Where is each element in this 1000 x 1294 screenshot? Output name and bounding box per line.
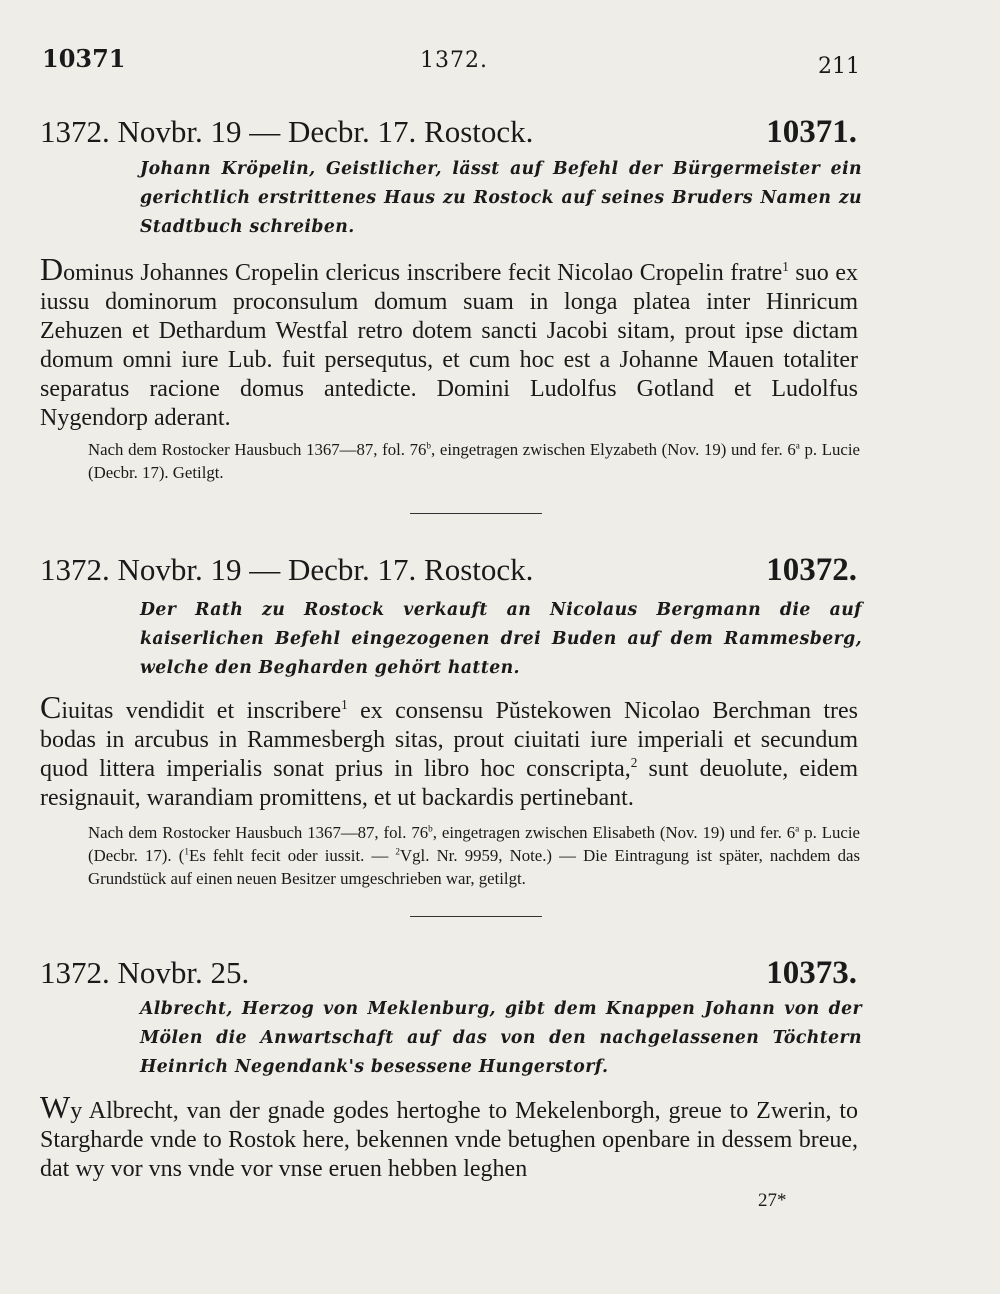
entry-body-text — [40, 689, 858, 813]
entry-summary: Der Rath zu Rostock verkauft an Nicolaus Bergmann die auf kaiserlichen Befehl eingezogenen drei Buden auf dem Rammesberg, welche den Begharden gehört hatten. — [140, 600, 862, 678]
entry-body: ominus Johannes Cropelin clericus inscribere fecit Nicolao Cropelin fratre$^1$ suo ex iussu dominorum proconsulum domum suam in longa platea inter Hinricum Zehuzen et Dethardum Westfal retro dotem sancti Jacobi sitam, prout ipse dictam domum omni iure Lub. fuit persequtus, et cum hoc est a Johanne Mauen totaliter separatus racione domus antedicte. Domini Ludolfus Gotland et Ludolfus Nygendorp aderant. — [40, 259, 858, 431]
entry-number: 10373. — [766, 955, 857, 991]
section-divider — [410, 916, 542, 917]
entry-heading — [40, 552, 857, 592]
entry-body-text — [40, 251, 858, 433]
initial-letter: W — [40, 1089, 71, 1125]
source-note: Nach dem Rostocker Hausbuch 1367—87, fol. 76$^b$, eingetragen zwischen Elisabeth (Nov. 19) und fer. 6$^a$ p. Lucie (Decbr. 17). ($^1$Es fehlt fecit oder iussit. — $^2$Vgl. Nr. 9959, Note.) — Die Eintragung ist später, nachdem das Grundstück auf einen neuen Besitzer umgeschrieben war, getilgt. — [88, 823, 861, 888]
entry-date: 1372. Novbr. 25. — [40, 955, 250, 990]
entry-summary: Johann Kröpelin, Geistlicher, lässt auf Befehl der Bürgermeister ein gerichtlich erstrittenes Haus zu Rostock auf seines Bruders Namen zu Stadtbuch schreiben. — [140, 159, 862, 237]
source-note: Nach dem Rostocker Hausbuch 1367—87, fol. 76$^b$, eingetragen zwischen Elyzabeth (Nov. 19) und fer. 6$^a$ p. Lucie (Decbr. 17). Getilgt. — [88, 440, 860, 482]
entry-heading — [40, 114, 857, 154]
entry-body: iuitas vendidit et inscribere$^1$ ex consensu Pŭstekowen Nicolao Berchman tres bodas in arcubus in Rammesbergh sitas, prout ciuitati iure imperiali et secundum quod littera imperialis sonat prius in libro hoc conscripta,$^2$ sunt deuolute, eidem resignauit, warandiam promittens, et ut backardis pertinebant. — [40, 697, 858, 811]
entry-heading — [40, 955, 857, 995]
entry-number: 10372. — [766, 552, 857, 588]
entry-body: y Albrecht, van der gnade godes hertoghe to Mekelenborgh, greue to Zwerin, to Stargharde vnde to Rostok here, bekennen vnde betughen openbare in dessem breue, dat wy vor vns vnde vor vnse eruen hebben leghen — [40, 1098, 858, 1182]
entry-body-text — [40, 1089, 858, 1184]
entry-number: 10371. — [766, 114, 857, 150]
running-head-year: 1372. — [420, 48, 488, 73]
page-number: 211 — [818, 54, 860, 79]
running-head-entry-number: 10371 — [42, 44, 126, 73]
initial-letter: D — [40, 251, 64, 287]
entry-summary: Albrecht, Herzog von Meklenburg, gibt dem Knappen Johann von der Mölen die Anwartschaft auf das von den nachgelassenen Töchtern Heinrich Negendank's besessene Hungerstorf. — [140, 999, 862, 1077]
signature-mark: 27* — [758, 1190, 787, 1211]
entry-date: 1372. Novbr. 19 — Decbr. 17. Rostock. — [40, 552, 534, 587]
section-divider — [410, 513, 542, 514]
initial-letter: C — [40, 689, 62, 725]
entry-date: 1372. Novbr. 19 — Decbr. 17. Rostock. — [40, 114, 534, 149]
